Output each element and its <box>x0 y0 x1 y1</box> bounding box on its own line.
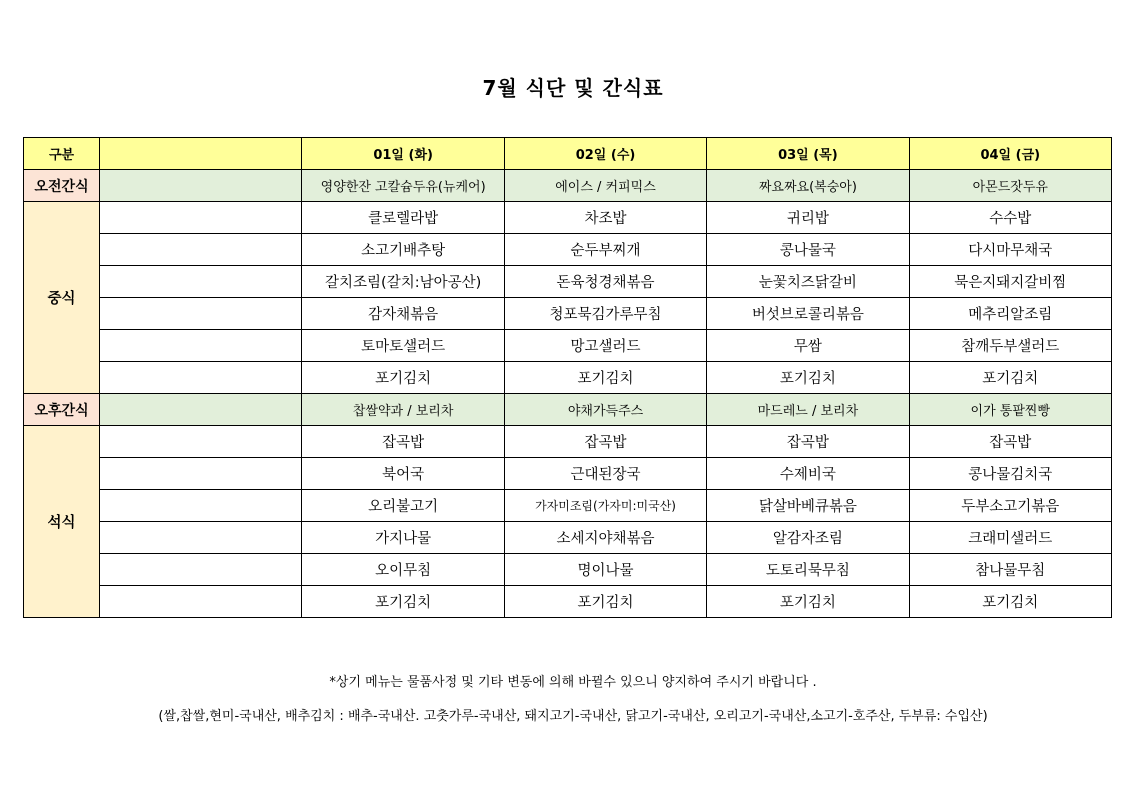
lunch-label: 중식 <box>24 202 100 394</box>
day-header: 01일 (화) <box>302 138 504 170</box>
menu-cell: 가지나물 <box>302 522 504 554</box>
menu-cell: 수수밥 <box>909 202 1111 234</box>
menu-cell: 잡곡밥 <box>707 426 909 458</box>
menu-cell: 야채가득주스 <box>504 394 706 426</box>
blank-cell <box>100 554 302 586</box>
menu-cell: 수제비국 <box>707 458 909 490</box>
menu-cell: 메추리알조림 <box>909 298 1111 330</box>
menu-cell: 버섯브로콜리볶음 <box>707 298 909 330</box>
menu-cell: 잡곡밥 <box>302 426 504 458</box>
lunch-row <box>24 362 1112 394</box>
blank-cell <box>100 426 302 458</box>
menu-cell: 참깨두부샐러드 <box>909 330 1111 362</box>
menu-cell: 짜요짜요(복숭아) <box>707 170 909 202</box>
menu-cell: 알감자조림 <box>707 522 909 554</box>
blank-cell <box>100 234 302 266</box>
blank-cell <box>100 586 302 618</box>
menu-cell: 에이스 / 커피믹스 <box>504 170 706 202</box>
menu-cell: 영양한잔 고칼슘두유(뉴케어) <box>302 170 504 202</box>
morning-snack-label: 오전간식 <box>24 170 100 202</box>
blank-cell <box>100 522 302 554</box>
menu-cell: 청포묵김가루무침 <box>504 298 706 330</box>
menu-cell: 포기김치 <box>909 362 1111 394</box>
dinner-row <box>24 426 1112 458</box>
menu-cell: 돈육청경채볶음 <box>504 266 706 298</box>
lunch-row <box>24 298 1112 330</box>
menu-cell: 두부소고기볶음 <box>909 490 1111 522</box>
menu-cell: 포기김치 <box>302 362 504 394</box>
lunch-row <box>24 234 1112 266</box>
dinner-row <box>24 554 1112 586</box>
day-header: 03일 (목) <box>707 138 909 170</box>
afternoon-snack-row <box>24 394 1112 426</box>
menu-cell: 토마토샐러드 <box>302 330 504 362</box>
day-header: 04일 (금) <box>909 138 1111 170</box>
menu-cell: 콩나물국 <box>707 234 909 266</box>
dinner-row <box>24 458 1112 490</box>
menu-cell: 오리불고기 <box>302 490 504 522</box>
blank-cell <box>100 170 302 202</box>
menu-cell: 소세지야채볶음 <box>504 522 706 554</box>
menu-cell: 감자채볶음 <box>302 298 504 330</box>
menu-cell: 명이나물 <box>504 554 706 586</box>
menu-cell: 포기김치 <box>504 362 706 394</box>
lunch-row <box>24 202 1112 234</box>
blank-cell <box>100 202 302 234</box>
morning-snack-row <box>24 170 1112 202</box>
menu-cell: 마드레느 / 보리차 <box>707 394 909 426</box>
category-header: 구분 <box>24 138 100 170</box>
menu-cell: 아몬드잣두유 <box>909 170 1111 202</box>
menu-cell: 포기김치 <box>302 586 504 618</box>
header-row <box>24 138 1112 170</box>
menu-cell: 포기김치 <box>504 586 706 618</box>
menu-cell: 크래미샐러드 <box>909 522 1111 554</box>
menu-cell: 차조밥 <box>504 202 706 234</box>
menu-cell: 콩나물김치국 <box>909 458 1111 490</box>
blank-cell <box>100 266 302 298</box>
menu-cell: 포기김치 <box>909 586 1111 618</box>
menu-cell: 근대된장국 <box>504 458 706 490</box>
menu-cell: 갈치조림(갈치:남아공산) <box>302 266 504 298</box>
menu-table <box>23 137 1112 618</box>
blank-cell <box>100 298 302 330</box>
origin-text: (쌀,찹쌀,현미-국내산, 배추김치 : 배추-국내산. 고춧가루-국내산, 돼지고기-국내산, 닭고기-국내산, 오리고기-국내산,소고기-호주산, 두부류: 수입산) <box>158 709 988 724</box>
menu-cell: 도토리묵무침 <box>707 554 909 586</box>
menu-cell: 묵은지돼지갈비찜 <box>909 266 1111 298</box>
dinner-label: 석식 <box>24 426 100 618</box>
menu-cell: 소고기배추탕 <box>302 234 504 266</box>
menu-cell: 다시마무채국 <box>909 234 1111 266</box>
menu-cell: 무쌈 <box>707 330 909 362</box>
menu-cell: 잡곡밥 <box>909 426 1111 458</box>
dinner-row <box>24 490 1112 522</box>
dinner-row <box>24 522 1112 554</box>
dinner-row <box>24 586 1112 618</box>
menu-cell: 오이무침 <box>302 554 504 586</box>
menu-cell: 귀리밥 <box>707 202 909 234</box>
menu-cell: 포기김치 <box>707 362 909 394</box>
day-header: 02일 (수) <box>504 138 706 170</box>
afternoon-snack-label: 오후간식 <box>24 394 100 426</box>
lunch-row <box>24 266 1112 298</box>
menu-cell: 망고샐러드 <box>504 330 706 362</box>
blank-header-cell <box>100 138 302 170</box>
menu-cell: 눈꽃치즈닭갈비 <box>707 266 909 298</box>
menu-cell: 순두부찌개 <box>504 234 706 266</box>
page-title: 7월 식단 및 간식표 <box>482 76 664 100</box>
menu-cell: 클로렐라밥 <box>302 202 504 234</box>
menu-cell: 이가 통팥찐빵 <box>909 394 1111 426</box>
menu-cell: 가자미조림(가자미:미국산) <box>504 490 706 522</box>
blank-cell <box>100 330 302 362</box>
blank-cell <box>100 458 302 490</box>
menu-cell: 참나물무침 <box>909 554 1111 586</box>
blank-cell <box>100 362 302 394</box>
menu-cell: 잡곡밥 <box>504 426 706 458</box>
blank-cell <box>100 394 302 426</box>
menu-cell: 닭살바베큐볶음 <box>707 490 909 522</box>
lunch-row <box>24 330 1112 362</box>
menu-cell: 북어국 <box>302 458 504 490</box>
menu-cell: 포기김치 <box>707 586 909 618</box>
notice-text: *상기 메뉴는 물품사정 및 기타 변동에 의해 바뀔수 있으니 양지하여 주시기 바랍니다 . <box>329 675 817 690</box>
blank-cell <box>100 490 302 522</box>
menu-cell: 찹쌀약과 / 보리차 <box>302 394 504 426</box>
